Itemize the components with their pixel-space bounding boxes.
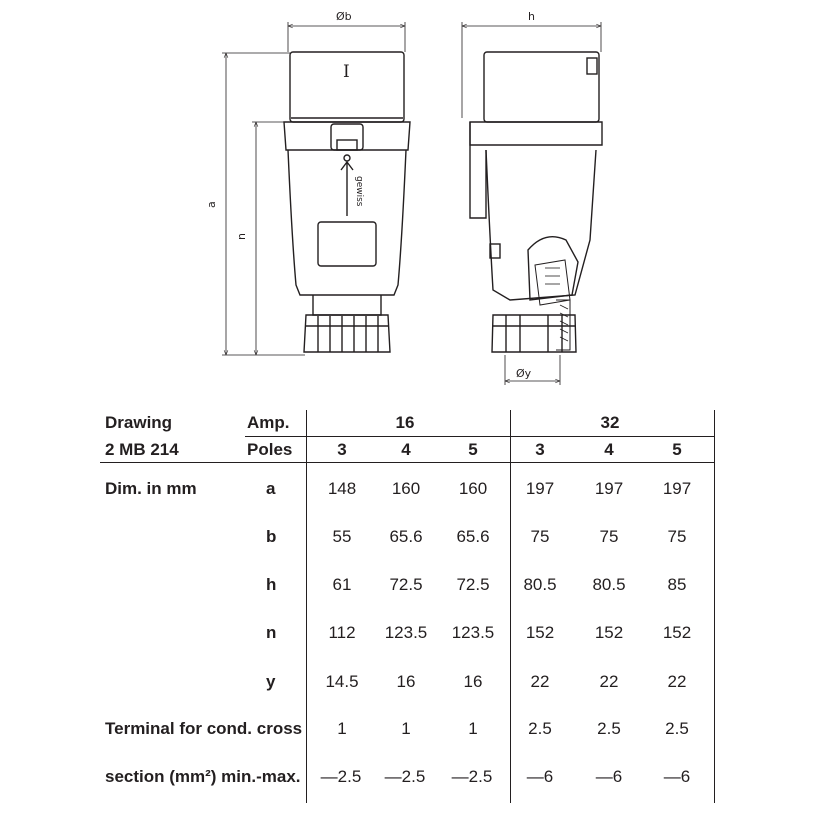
terminal-label-line1: Terminal for cond. cross [105, 719, 303, 738]
cell: 197 [662, 479, 692, 498]
cell: 160 [458, 479, 488, 498]
amp-group-16: 16 [395, 413, 415, 432]
cell: 197 [525, 479, 555, 498]
terminal-min: 1 [337, 719, 347, 738]
drawing-title: Drawing [105, 413, 173, 432]
front-view [222, 22, 410, 355]
row-label-y: y [266, 672, 276, 691]
dim-label-n: n [235, 233, 248, 240]
side-view [462, 22, 602, 385]
terminal-min: 2.5 [528, 719, 552, 738]
cell: 72.5 [456, 575, 490, 594]
dim-caption: Dim. in mm [105, 479, 197, 498]
cell: 75 [530, 527, 550, 546]
dim-label-h: h [528, 10, 535, 23]
poles-value: 3 [535, 440, 545, 459]
terminal-max: —2.5 [320, 767, 362, 786]
cell: 14.5 [325, 672, 359, 691]
cell: 197 [594, 479, 624, 498]
dimension-y [505, 355, 560, 385]
drawing-number: 2 MB 214 [105, 440, 179, 459]
dimension-h [462, 22, 601, 118]
table-divider-right [714, 410, 715, 803]
table-divider-middle [510, 410, 511, 803]
row-label-b: b [266, 527, 277, 546]
cell: 123.5 [451, 623, 495, 642]
header-rule [245, 436, 714, 437]
cell: 80.5 [523, 575, 557, 594]
cell: 80.5 [592, 575, 626, 594]
terminal-min: 1 [468, 719, 478, 738]
cell: 22 [530, 672, 550, 691]
amp-label: Amp. [247, 413, 290, 432]
cell: 22 [667, 672, 687, 691]
poles-rule [100, 462, 714, 463]
cell: 75 [667, 527, 687, 546]
dimension-b [288, 22, 405, 52]
terminal-max: —6 [595, 767, 623, 786]
brand-label: gewiss [354, 176, 364, 207]
cell: 22 [599, 672, 619, 691]
terminal-min: 1 [401, 719, 411, 738]
cell: 65.6 [456, 527, 490, 546]
dimension-n [252, 122, 288, 355]
terminal-max: —2.5 [384, 767, 426, 786]
cell: 61 [332, 575, 352, 594]
poles-value: 5 [468, 440, 478, 459]
amp-group-32: 32 [600, 413, 620, 432]
terminal-max: —2.5 [451, 767, 493, 786]
row-label-a: a [266, 479, 276, 498]
poles-label: Poles [247, 440, 293, 459]
dim-label-a: a [205, 201, 218, 208]
dimension-a [222, 53, 305, 355]
terminal-max: —6 [526, 767, 554, 786]
plug-technical-drawing [0, 0, 820, 400]
cell: 148 [327, 479, 357, 498]
cell: 123.5 [384, 623, 428, 642]
poles-value: 4 [604, 440, 614, 459]
cell: 160 [391, 479, 421, 498]
cell: 16 [396, 672, 416, 691]
cell: 75 [599, 527, 619, 546]
cell: 152 [525, 623, 555, 642]
row-label-h: h [266, 575, 277, 594]
cell: 55 [332, 527, 352, 546]
cell: 152 [662, 623, 692, 642]
switch-mark: I [343, 62, 350, 82]
terminal-min: 2.5 [665, 719, 689, 738]
cell: 65.6 [389, 527, 423, 546]
poles-value: 4 [401, 440, 411, 459]
poles-value: 3 [337, 440, 347, 459]
poles-value: 5 [672, 440, 682, 459]
cell: 112 [328, 623, 356, 642]
table-divider-left [306, 410, 307, 803]
dim-label-y: Øy [516, 367, 532, 380]
cell: 72.5 [389, 575, 423, 594]
row-label-n: n [266, 623, 277, 642]
terminal-max: —6 [663, 767, 691, 786]
cell: 16 [463, 672, 483, 691]
terminal-label-line2: section (mm²) min.-max. [105, 767, 301, 786]
cell: 152 [594, 623, 624, 642]
terminal-min: 2.5 [597, 719, 621, 738]
dim-label-b: Øb [336, 10, 352, 23]
cell: 85 [667, 575, 687, 594]
